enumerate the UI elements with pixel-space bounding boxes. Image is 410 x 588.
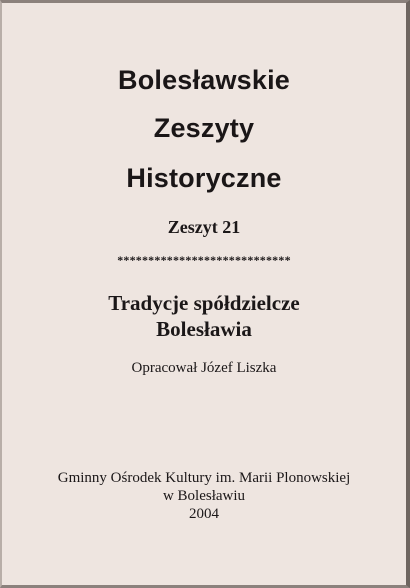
book-title-line-2: Bolesławia (156, 317, 252, 341)
publisher-name: Gminny Ośrodek Kultury im. Marii Plonowskiej (57, 470, 351, 486)
book-title-line-1: Tradycje spółdzielcze (108, 291, 300, 315)
publication-year: 2004 (189, 506, 219, 522)
publisher-location: w Bolesławiu (162, 488, 246, 504)
star-separator: **************************** (117, 253, 291, 267)
series-title-line-1: Bolesławskie (118, 65, 290, 95)
issue-number: Zeszyt 21 (167, 217, 241, 237)
editor-credit: Opracował Józef Liszka (131, 360, 277, 376)
series-title-line-3: Historyczne (126, 163, 282, 193)
series-title-line-2: Zeszyty (153, 113, 255, 143)
